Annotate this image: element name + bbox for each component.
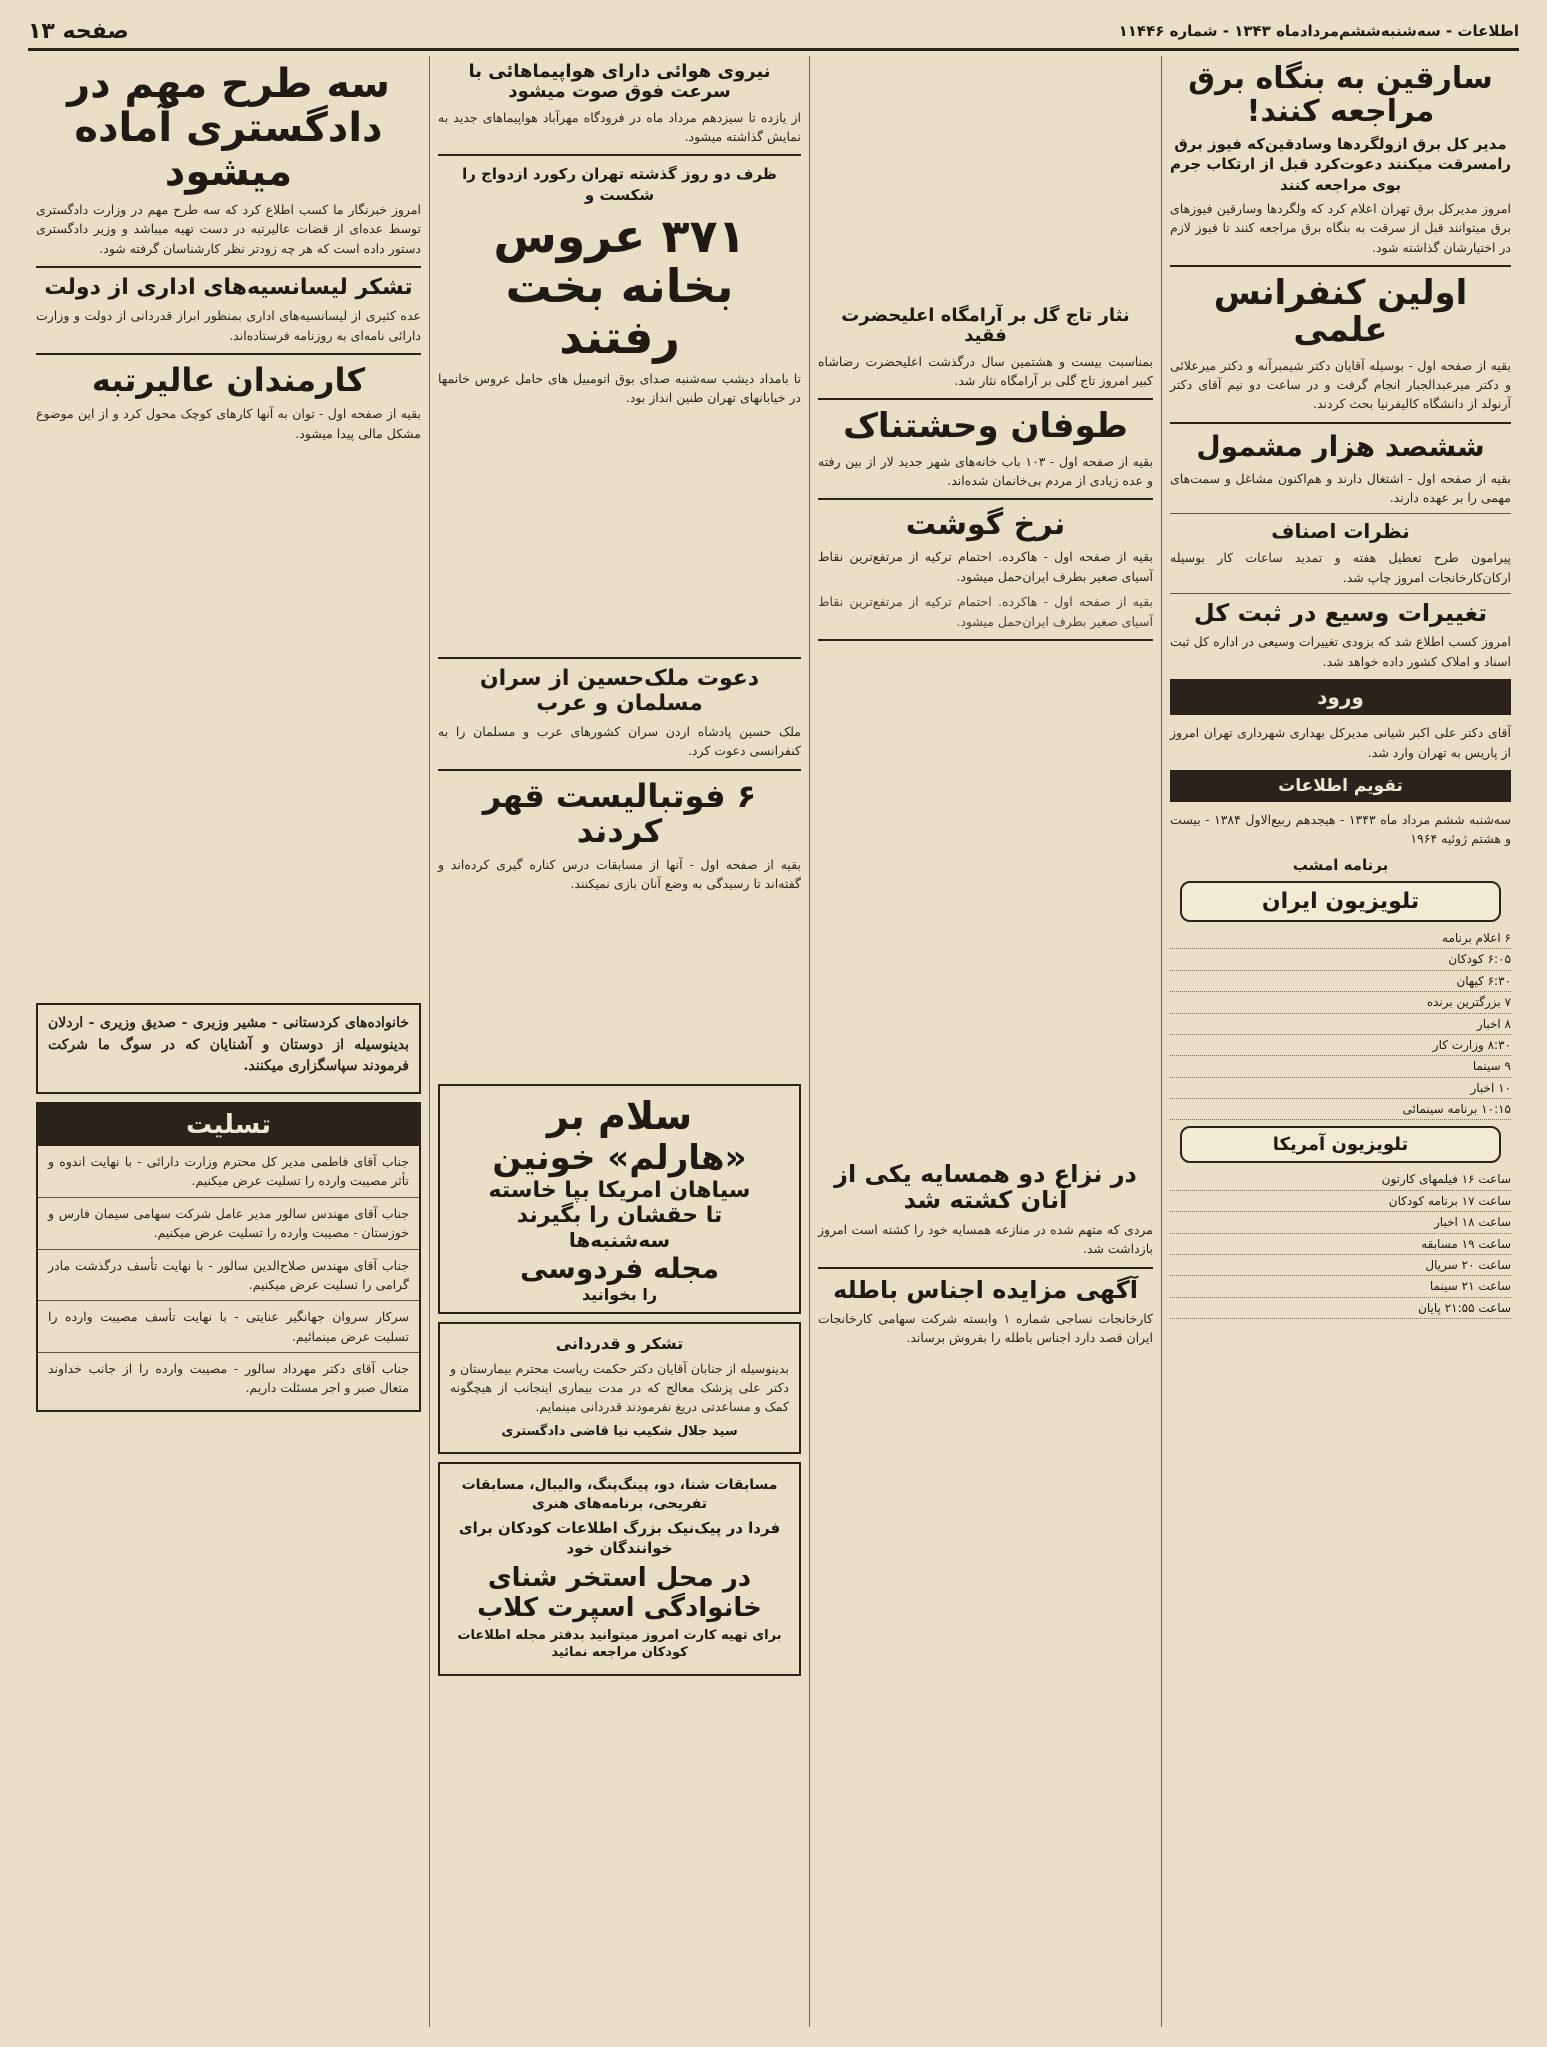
condolence-item: سرکار سروان جهانگیر عنایتی - با نهایت تأسف مصیبت وارده را تسلیت عرض مینمائیم. [48,1309,409,1344]
headline-371-brides: ۳۷۱ عروس بخانه بخت رفتند [493,208,746,365]
ferdowsi-ad [438,1084,801,1314]
condolence-item: جناب آقای دکتر مهرداد سالور - مصیبت وارده را از جانب خداوند متعال صبر و اجر مسئلت داریم. [48,1361,409,1396]
thanks-notice [438,1322,801,1455]
article-body-judiciary: امروز خبرنگار ما کسب اطلاع کرد که سه طرح مهم در وزارت دادگستری توسط عده‌ای از قضات عالیرتبه در دست تهیه میباشد و وزیر دادگستری دستور داده است که هر چه زودتر نظر کارشناسان گرفته شود. [36,202,421,256]
divider [1170,513,1511,514]
divider [818,639,1153,641]
article-body-auction: کارخانجات نساجی شماره ۱ وابسته شرکت سهامی کارخانجات ایران قصد دارد اجناس باطله را بفروش برساند. [818,1310,1153,1346]
program-item: ۱۰ اخبار [1170,1078,1511,1099]
article-body-graduates: عده کثیری از لیسانسیه‌های اداری بمنظور ابراز قدردانی از دولت و وزارت دارائی نامه‌ای به روزنامه فرستاده‌اند. [36,308,421,343]
program-item: ۱۰:۱۵ برنامه سینمائی [1170,1099,1511,1120]
program-item: ۹ سینما [1170,1056,1511,1077]
thanks-body: بدینوسیله از جنابان آقایان دکتر حکمت ریاست محترم بیمارستان و دکتر علی پزشک معالج که در مدت بیماری اینجانب از هیچگونه کمک و مساعدتی دریغ نفرمودند قدردانی مینمایم. [450,1360,789,1415]
masthead-date-issue: اطلاعات - سه‌شنبه‌ششم‌مرداد‌ماه ۱۳۴۳ - شماره ۱۱۴۴۶ [1118,22,1519,40]
condolence-item: جناب آقای مهندس صلاح‌الدین سالور - با نهایت تأسف درگذشت مادر گرامی را تسلیت عرض میکنیم. [48,1257,409,1292]
column-3 [429,56,809,2027]
article-body-guild: پیرامون طرح تعطیل هفته و تمدید ساعات کار بوسیله ارکان‌کارخانجات امروز چاپ شد. [1170,550,1511,585]
thanks-signature: سید جلال شکیب نیا قاضی دادگستری [501,1423,738,1439]
program-item: ۶:۰۵ کودکان [1170,949,1511,970]
ad-line: سه‌شنبه‌ها [568,1227,671,1252]
program-title: برنامه امشب [1292,855,1389,874]
divider [36,353,421,355]
article-body-employees: بقیه از صفحه اول - توان به آنها کارهای کوچک محول کرد و از این موضوع مشکل مالی پیدا میشود. [36,406,421,441]
tv-america-logo: تلویزیون آمریکا [1180,1126,1501,1163]
condolence-item: جناب آقای فاطمی مدیر کل محترم وزارت دارائی - با نهایت اندوه و تأثر مصیبت وارده را تسلیت عرض میکنیم. [48,1154,409,1189]
picnic-ad [438,1462,801,1675]
headline-registry-changes: تغییرات وسیع در ثبت کل [1193,599,1488,628]
article-body-air-force: از یازده تا سیزدهم مرداد ماه در فرودگاه مهرآباد هواپیماهای جدید به نمایش گذاشته میشود. [438,109,801,144]
program-item: ۶ اعلام برنامه [1170,928,1511,949]
program-item: ۸:۳۰ وزارت کار [1170,1035,1511,1056]
headline-storm: طوفان وحشتناک [843,406,1128,447]
article-body-meat: بقیه از صفحه اول - هاکرده. احتمام ترکیه از مرتفع‌ترین نقاط آسیای صغیر بطرف ایران‌حمل میشود. [818,549,1153,584]
divider [1170,265,1511,267]
ad-line: فردا در پیک‌نیک بزرگ اطلاعات کودکان برای خوانندگان خود [458,1519,781,1558]
column-2 [809,56,1161,2027]
headline-king-hussein: دعوت ملک‌حسین از سران مسلمان و عرب [479,666,760,716]
program-item: ساعت ۱۷ برنامه کودکان [1170,1191,1511,1212]
divider [38,1300,419,1301]
program-item: ساعت ۱۹ مسابقه [1170,1234,1511,1255]
subheadline-electric: مدیر کل برق ازولگردها وسادقین‌که فیوز برق رامسرقت میکنند دعوت‌کرد قبل از ارتکاب جرم بوی مراجعه کنند [1170,135,1511,194]
divider [1170,422,1511,424]
tv-program-list [1170,928,1511,1121]
page-number: صفحه ۱۳ [28,18,129,44]
headline-senior-employees: کارمندان عالیرتبه [91,361,366,400]
divider [1170,593,1511,594]
program-item: ۸ اخبار [1170,1014,1511,1035]
headline-footballers: ۶ فوتبالیست قهر کردند [482,776,757,850]
headline-air-force: نیروی هوائی دارای هواپیماهائی با سرعت فوق صوت میشود [468,61,771,102]
tv-iran-logo: تلویزیون ایران [1180,881,1501,922]
ad-line: را بخوانید [581,1284,658,1304]
divider [818,498,1153,500]
ad-line: تا حقشان را بگیرند [516,1202,723,1228]
article-body-hussein: ملک حسین پادشاه اردن سران کشورهای عرب و مسلمان را به کنفرانسی دعوت کرد. [438,723,801,759]
headline-science-conference: اولین کنفرانس علمی [1213,272,1468,351]
article-body-registry: امروز کسب اطلاع شد که بزودی تغییرات وسیعی در اداره کل ثبت اسناد و املاک کشور داده خواهد شد. [1170,634,1511,669]
article-body-storm: بقیه از صفحه اول - ۱۰۳ باب خانه‌های شهر جدید لار از بین رفته و عده زیادی از مردم بی‌خانمان شده‌اند. [818,453,1153,489]
headline-conscripts: ششصد هزار مشمول [1196,429,1485,463]
divider [438,154,801,156]
condolence-families-body: خانواده‌های کردستانی - مشیر وزیری - صدیق وزیری - اردلان بدینوسیله از دوستان و آشنایان که در سوگ ما شرکت فرمودند سپاسگزاری میکنند. [48,1015,409,1075]
program-item: ۶:۳۰ کیهان [1170,971,1511,992]
headline-neighbors-fight: در نزاع دو همسایه یکی از آنان کشته شد [834,1159,1137,1215]
program-item: ساعت ۱۶ فیلمهای کارتون [1170,1169,1511,1190]
headline-judiciary-plans: سه طرح مهم در دادگستری آماده میشود [67,61,390,195]
condolence-families [36,1003,421,1094]
program-item: ساعت ۲۰ سریال [1170,1255,1511,1276]
brides-kicker: ظرف دو روز گذشته تهران رکورد ازدواج را شکست و [462,165,777,204]
article-body-electric: امروز مدیرکل برق تهران اعلام کرد که ولگردها وسارقین فیوزهای برق میتوانند قبل از سرقت به بنگاه برق مراجعه کنند تا فیوز لازم در اختیارشان گذاشته شود. [1170,200,1511,255]
ad-line: «هارلم» خونین [492,1137,747,1178]
program-item: ساعت ۲۱:۵۵ پایان [1170,1298,1511,1319]
headline-guild-views: نظرات اصناف [1271,519,1410,544]
calendar-body: سه‌شنبه ششم مرداد ماه ۱۳۴۳ - هیجدهم ربیع‌الاول ۱۳۸۴ - بیست و هشتم ژوئیه ۱۹۶۴ [1170,811,1511,847]
arrivals-banner: ورود [1170,679,1511,715]
condolence-section [36,1102,421,1412]
masthead [28,14,1519,51]
divider [36,266,421,268]
ad-line: برای تهیه کارت امروز میتوانید بدفتر مجله اطلاعات کودکان مراجعه نمائید [457,1627,782,1661]
divider [38,1352,419,1353]
article-body-wreath: بمناسبت بیست و هشتمین سال درگذشت اعلیحضرت رضاشاه کبیر امروز تاج گلی بر آرامگاه نثار شد. [818,353,1153,388]
condolence-banner: تسلیت [38,1104,419,1146]
calendar-banner: تقویم اطلاعات [1170,770,1511,802]
divider [438,769,801,771]
ad-line: سیاهان امریکا بپا خاسته [488,1177,751,1203]
divider [38,1197,419,1198]
article-body-brides: تا بامداد دیشب سه‌شنبه صدای بوق اتومبیل های حامل عروس خانمها در خیابانهای تهران طنین انداز بود. [438,370,801,405]
program-item: ساعت ۲۱ سینما [1170,1276,1511,1297]
column-4 [28,56,429,2027]
thanks-title: تشکر و قدردانی [555,1333,684,1353]
divider [818,398,1153,400]
headline-graduates-thanks: تشکر لیسانسیه‌های اداری از دولت [44,275,413,301]
condolence-item: جناب آقای مهندس سالور مدیر عامل شرکت سهامی سیمان فارس و خوزستان - مصیبت وارده را تسلیت عرض میکنیم. [48,1205,409,1241]
ad-line: مسابقات شنا، دو، پینگ‌پنگ، والیبال، مسابقات تفریحی، برنامه‌های هنری [461,1477,778,1513]
article-body-meat-cont: بقیه از صفحه اول - هاکرده. احتمام ترکیه از مرتفع‌ترین نقاط آسیای صغیر بطرف ایران‌حمل میشود. [818,594,1153,629]
article-body-neighbors: مردی که متهم شده در منازعه همسایه خود را کشته است امروز بازداشت شد. [818,1221,1153,1257]
program-item: ساعت ۱۸ اخبار [1170,1212,1511,1233]
article-body-conference: بقیه از صفحه اول - بوسیله آقایان دکتر شیمبرآنه و دکتر میرعلائی و دکتر میرعبدالجبار انجام گرفت و در ساعت دو نیم آقای دکتر آرنولد از دانشگاه کالیفرنیا بحث کردند. [1170,357,1511,412]
divider [438,657,801,659]
divider [38,1249,419,1250]
article-body-conscripts: بقیه از صفحه اول - اشتغال دارند و هم‌اکنون مشاغل و سمت‌های مهمی را بر عهده دارند. [1170,470,1511,505]
column-1 [1161,56,1519,2027]
divider [818,1267,1153,1269]
arrivals-body: آقای دکتر علی اکبر شیانی مدیرکل بهداری شهرداری تهران امروز از پاریس به تهران وارد شد. [1170,725,1511,760]
article-body-footballers: بقیه از صفحه اول - آنها از مسابقات درس کناره گیری کرده‌اند و گفته‌اند تا رسیدگی به وضع آنان بازی نمیکنند. [438,856,801,892]
ad-line: سلام بر [546,1093,693,1138]
ad-line: در محل استخر شنای خانوادگی اسپرت کلاب [477,1562,762,1623]
ad-line: مجله فردوسی [519,1251,720,1285]
headline-electric-thieves: سارقین به بنگاه برق مراجعه کنند! [1188,61,1493,129]
headline-wreath: نثار تاج گل بر آرامگاه اعلیحضرت فقید [841,305,1130,346]
headline-auction: آگهی مزایده اجناس باطله [833,1275,1138,1304]
tv-program-list-2 [1170,1169,1511,1319]
headline-meat-price: نرخ گوشت [905,507,1066,543]
program-item: ۷ بزرگترین برنده [1170,992,1511,1013]
